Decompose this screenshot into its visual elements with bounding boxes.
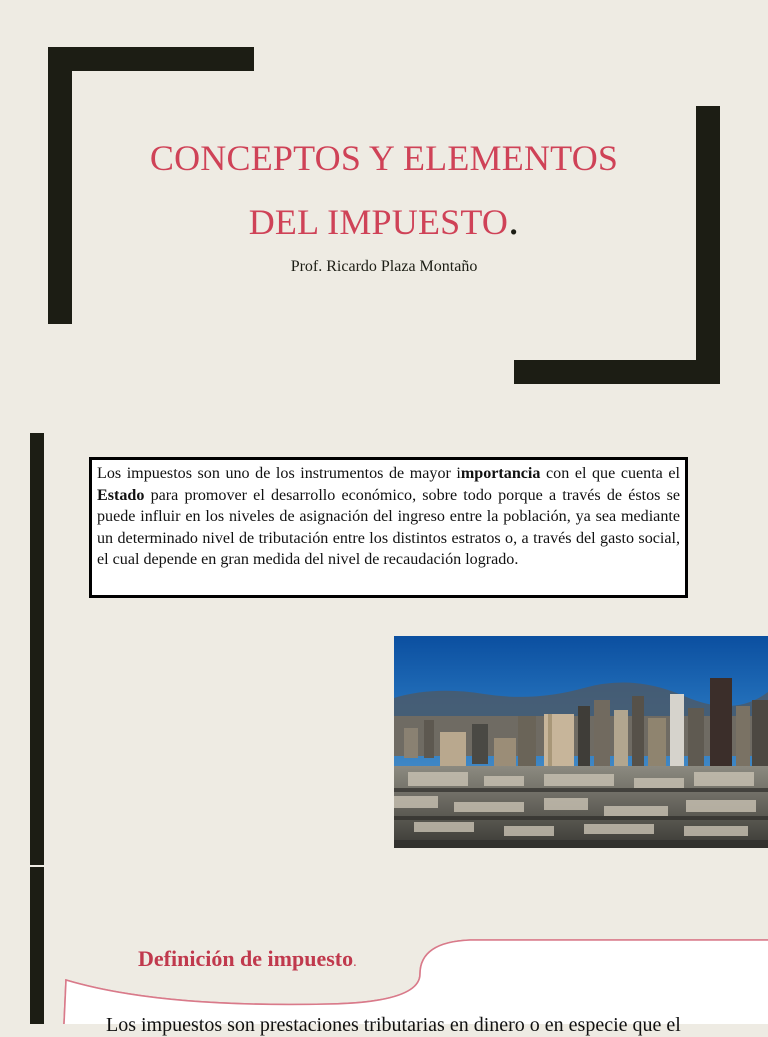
paragraph-part-1: Los impuestos son uno de los instrumentos de mayor i <box>97 465 461 482</box>
paragraph-part-3: para promover el desarrollo económico, sobre todo porque a través de éstos se puede influir en los niveles de asignación del ingreso entre la población, ya sea mediante un determinado nivel de tributación entre los distintos estratos o, a través del gasto social, el cual depende en gran medida del nivel de recaudación logrado. <box>97 486 680 568</box>
definition-heading-text: Definición de impuesto <box>138 946 354 971</box>
title-dot: . <box>508 195 520 244</box>
title-line-1: CONCEPTOS Y ELEMENTOS <box>149 138 619 178</box>
paragraph-part-2: con el que cuenta el <box>540 465 680 482</box>
paragraph-bold-estado: Estado <box>97 486 145 504</box>
definition-heading-dot: . <box>353 955 357 970</box>
city-skyline-photo <box>394 636 768 848</box>
intro-paragraph-box <box>89 457 688 598</box>
scroll-banner-shape <box>0 930 768 1024</box>
frame-top-left-horizontal <box>48 47 254 71</box>
paragraph-bold-importancia: mportancia <box>460 465 541 482</box>
frame-bottom-right-horizontal <box>514 360 720 384</box>
left-vertical-rule-upper <box>30 433 44 865</box>
definition-heading <box>138 946 357 972</box>
title-line-2-text: DEL IMPUESTO <box>248 202 509 242</box>
author-name: Prof. Ricardo Plaza Montaño <box>290 258 478 275</box>
definition-text-cut: Los impuestos son prestaciones tributarias en dinero o en especie que el <box>106 1014 681 1036</box>
frame-top-left-vertical <box>48 47 72 324</box>
title-line-2 <box>60 195 708 244</box>
